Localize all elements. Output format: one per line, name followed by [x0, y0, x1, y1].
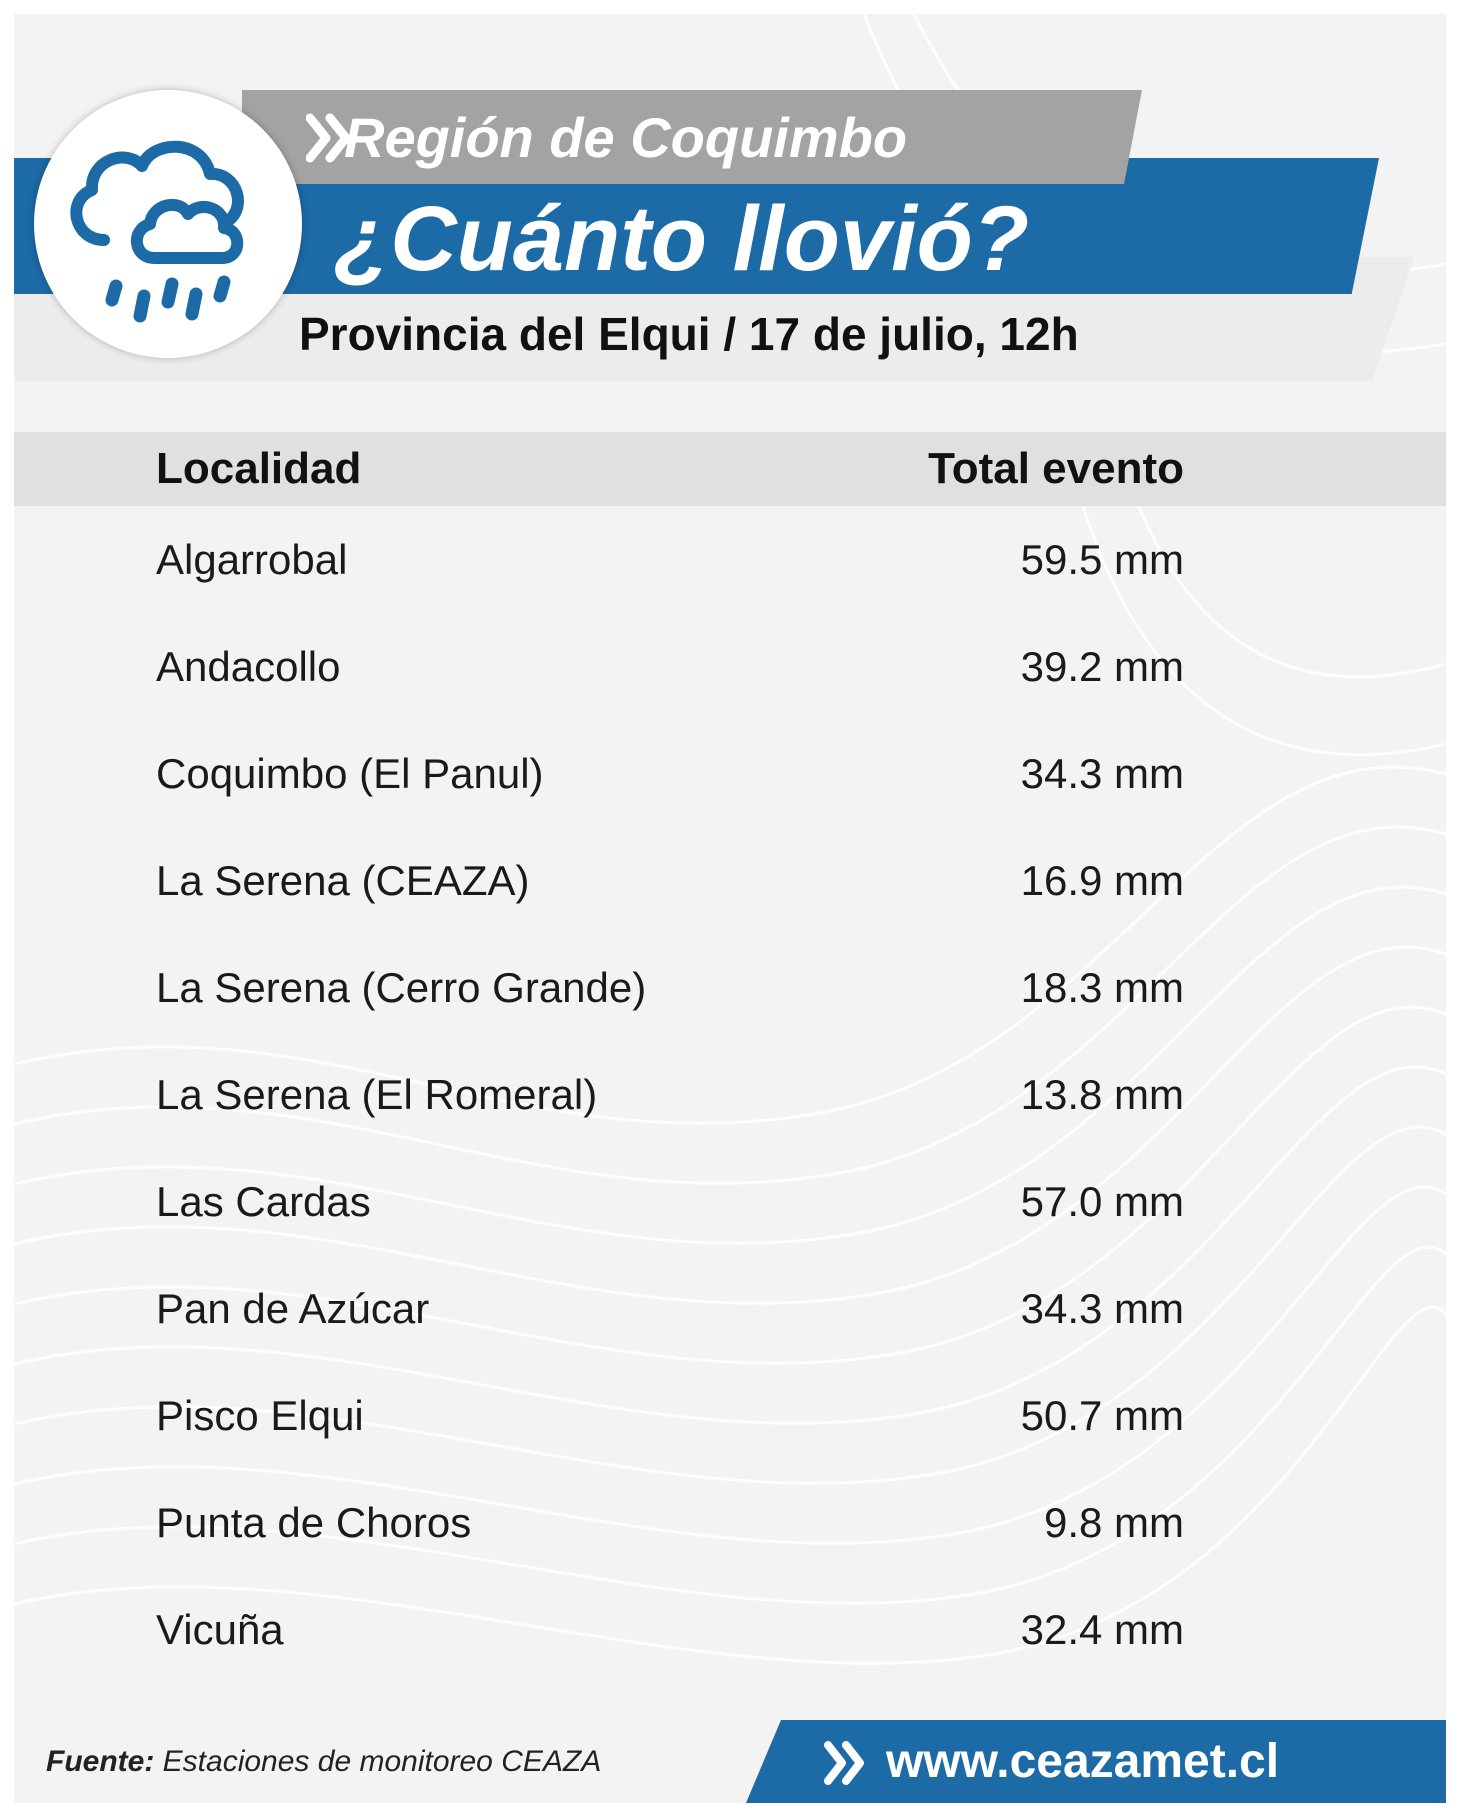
total-cell: 9.8 mm [1043, 1499, 1184, 1546]
website-link[interactable]: www.ceazamet.cl [886, 1735, 1280, 1788]
total-cell: 34.3 mm [1020, 750, 1184, 797]
table-row [14, 720, 1446, 827]
region-title: Región de Coquimbo [344, 106, 908, 169]
rain-cloud-icon [34, 90, 302, 358]
table-row [14, 1576, 1446, 1683]
location-cell: Coquimbo (El Panul) [156, 750, 544, 797]
total-cell: 50.7 mm [1020, 1392, 1184, 1439]
location-cell: Andacollo [156, 643, 341, 690]
table-row [14, 1148, 1446, 1255]
location-cell: Punta de Choros [156, 1499, 472, 1546]
total-cell: 34.3 mm [1020, 1285, 1184, 1332]
location-cell: Pisco Elqui [156, 1392, 364, 1439]
table-row [14, 934, 1446, 1041]
table-row [14, 827, 1446, 934]
total-cell: 32.4 mm [1020, 1606, 1184, 1653]
total-cell: 18.3 mm [1020, 964, 1184, 1011]
double-chevron-right-icon [824, 1740, 870, 1786]
page-subtitle: Provincia del Elqui / 17 de julio, 12h [299, 308, 1079, 360]
total-cell: 57.0 mm [1020, 1178, 1184, 1225]
column-header-total: Total evento [928, 444, 1184, 493]
location-cell: Vicuña [156, 1606, 284, 1653]
source-label: Fuente: [46, 1745, 155, 1778]
location-cell: Las Cardas [156, 1178, 371, 1225]
infographic-card [14, 14, 1446, 1803]
location-cell: Pan de Azúcar [156, 1285, 430, 1332]
table-row [14, 613, 1446, 720]
location-cell: La Serena (El Romeral) [156, 1071, 598, 1118]
table-row [14, 1362, 1446, 1469]
location-cell: La Serena (CEAZA) [156, 857, 530, 904]
column-header-location: Localidad [156, 444, 362, 493]
source-text: Estaciones de monitoreo CEAZA [162, 1745, 602, 1778]
source-note [46, 1732, 601, 1792]
table-row [14, 1041, 1446, 1148]
total-cell: 39.2 mm [1020, 643, 1184, 690]
total-cell: 13.8 mm [1020, 1071, 1184, 1118]
location-cell: La Serena (Cerro Grande) [156, 964, 647, 1011]
total-cell: 59.5 mm [1020, 536, 1184, 583]
page-title: ¿Cuánto llovió? [334, 188, 1030, 290]
table-row [14, 1469, 1446, 1576]
table-row [14, 506, 1446, 613]
location-cell: Algarrobal [156, 536, 348, 583]
table-row [14, 1255, 1446, 1362]
rainfall-table [14, 506, 1446, 1683]
total-cell: 16.9 mm [1020, 857, 1184, 904]
